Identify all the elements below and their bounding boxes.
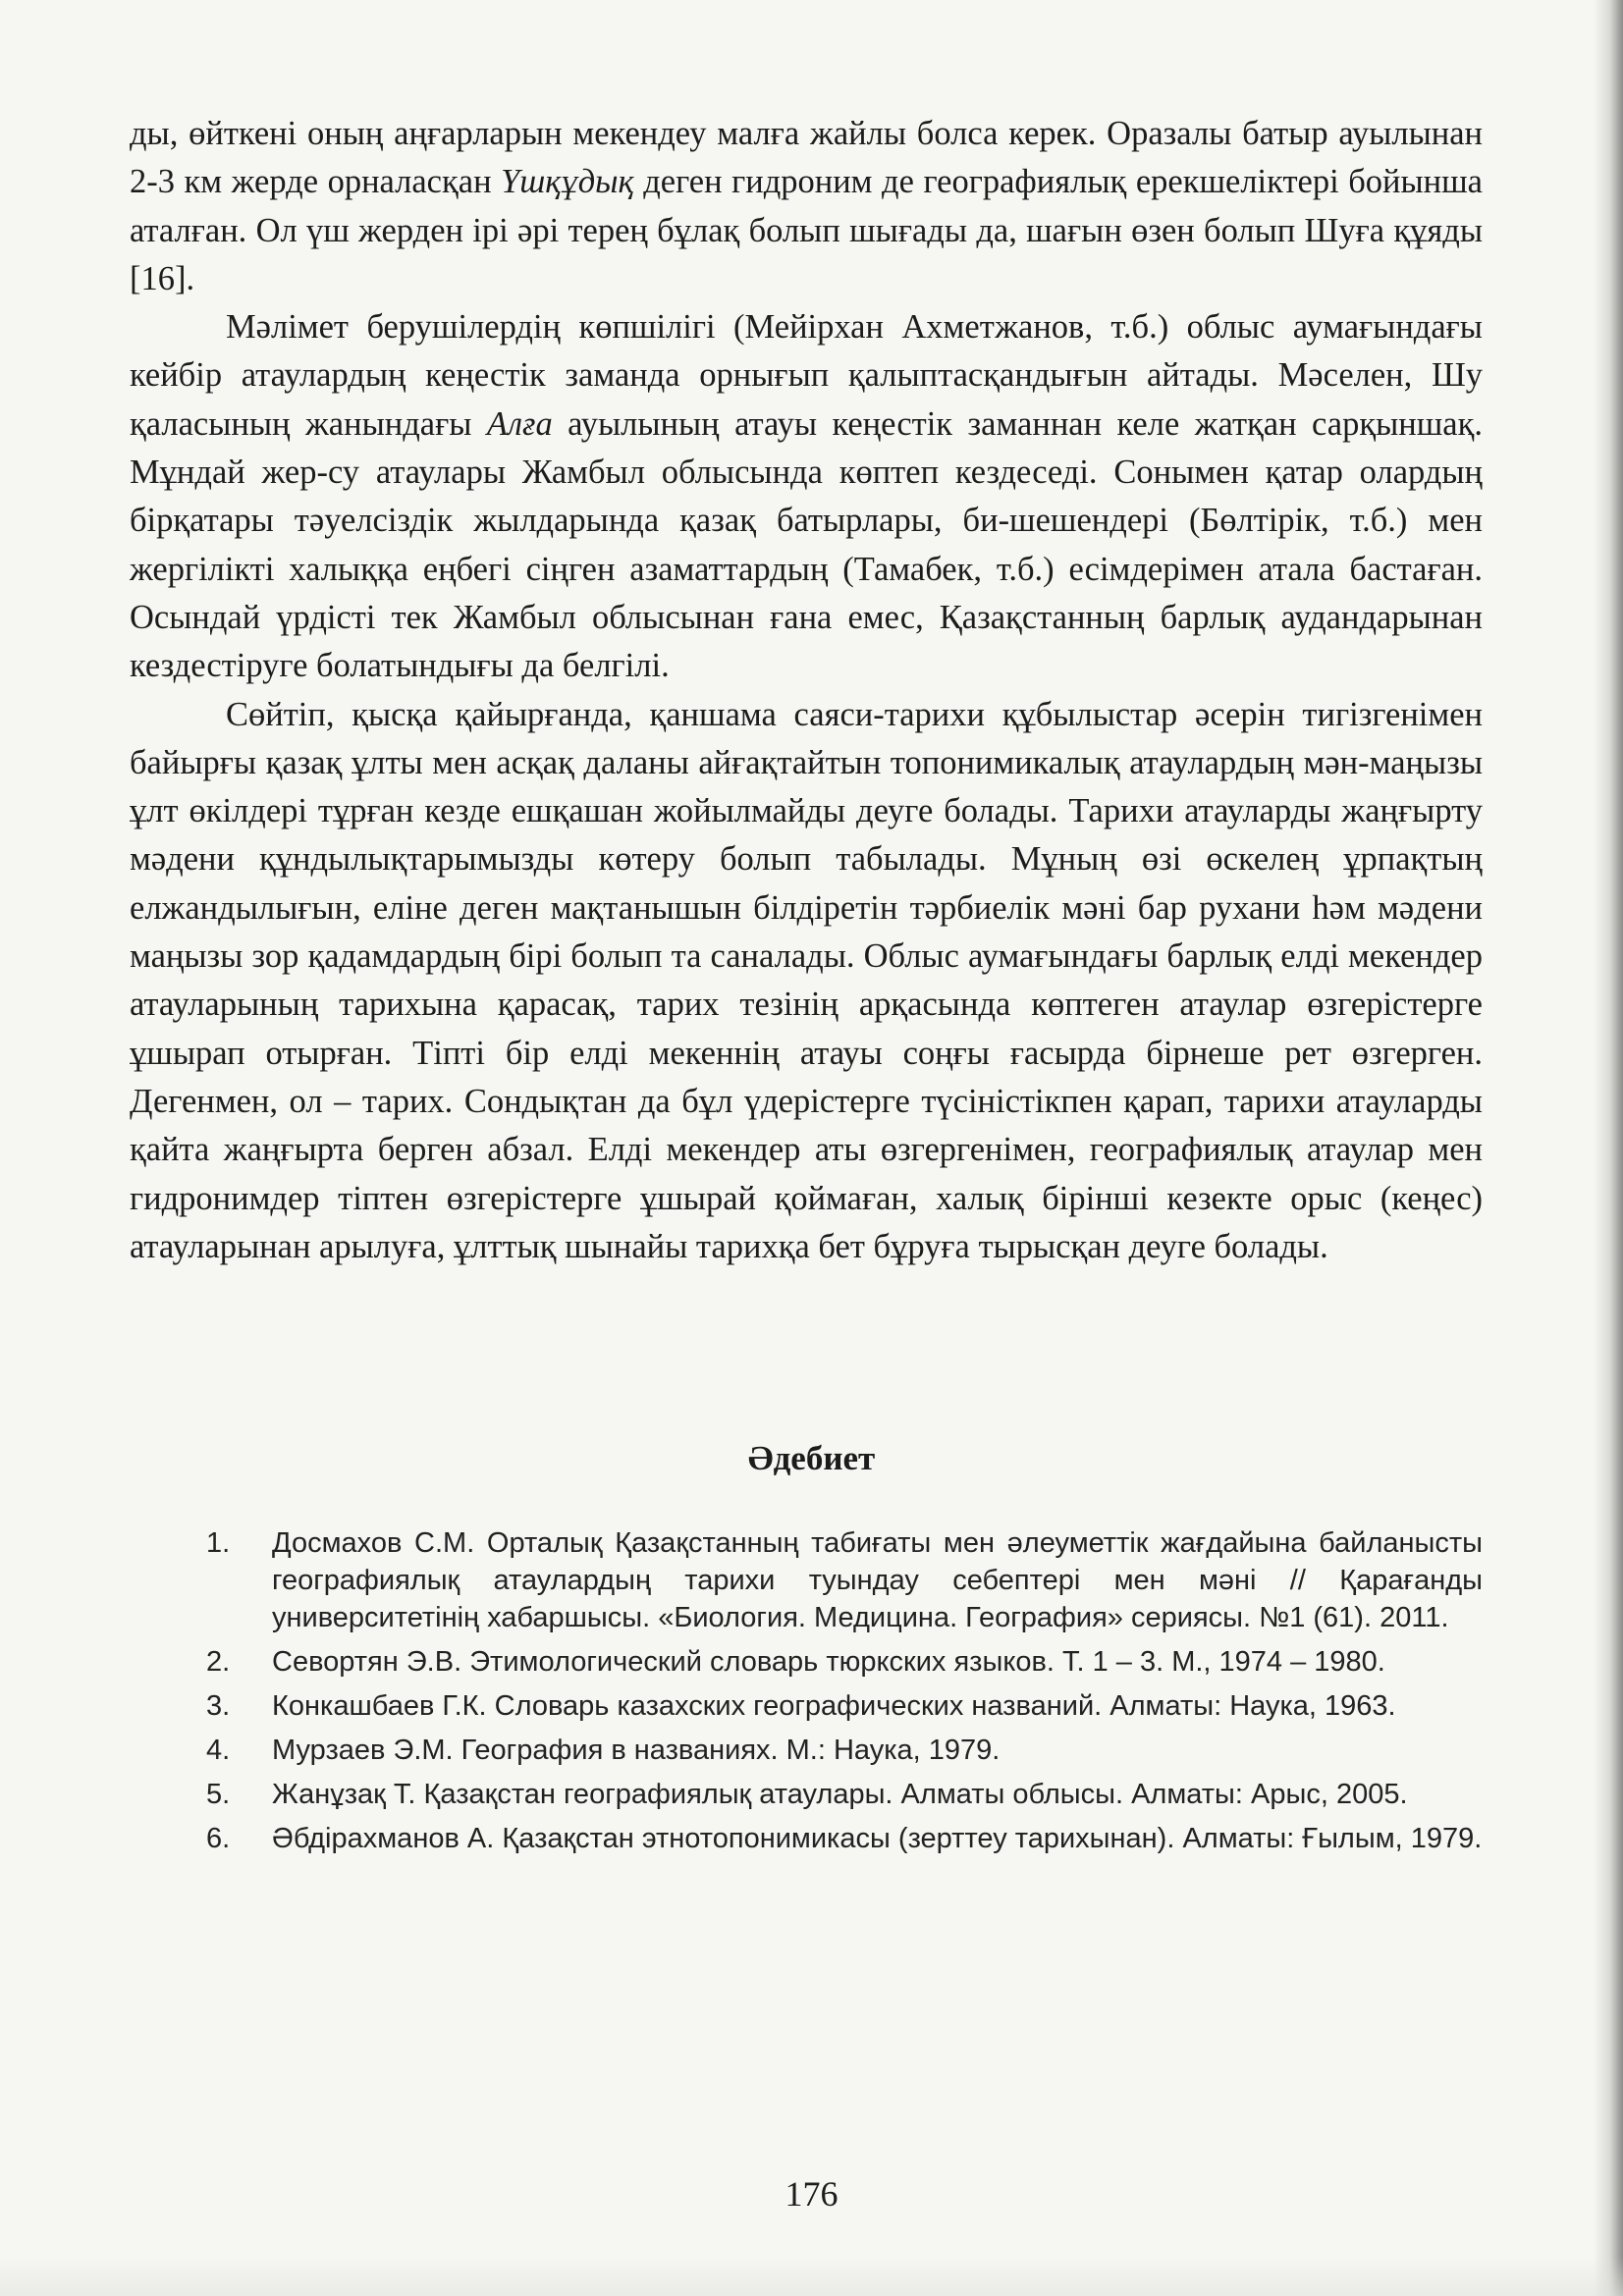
reference-number: 2. [206,1646,231,1678]
page-edge-bottom [0,2257,1623,2296]
reference-text: Досмахов С.М. Орталық Қазақстанның табиғаты мен әлеуметтік жағдайына байланысты географиялық атаулардың тарихи туындау себептері мен мәні // Қарағанды университетінің хабаршысы. «Биология. Медицина. География» сериясы. №1 (61). 2011. [272,1527,1483,1633]
page-edge-shadow [1594,0,1623,2296]
reference-list [206,1524,1483,1864]
reference-number: 5. [206,1779,231,1810]
paragraph-2-part-1: Мәлімет берушілердің көпшілігі (Мейірхан Ахметжанов, т.б.) облыс аумағындағы кейбір атаулардың кеңестік заманда орнығып қалыптасқандығын айтады. Мәселен, Шу қаласының жанындағы [130,308,1483,443]
references-heading: Әдебиет [747,1439,876,1477]
reference-number: 4. [206,1735,231,1766]
reference-item [206,1732,1483,1769]
reference-number: 3. [206,1690,231,1722]
paragraph-1-italic-term: Үшқұдық [501,163,634,201]
reference-item [206,1524,1483,1636]
paragraph-1-part-1: ды, өйткені оның аңғарларын мекендеу малға жайлы болса керек. Оразалы батыр ауылынан 2-3 км жерде орналасқан [130,115,1483,201]
reference-text: Конкашбаев Г.К. Словарь казахских географических названий. Алматы: Наука, 1963. [272,1690,1396,1722]
paragraph-2-italic-term: Алға [486,404,553,443]
reference-text: Мурзаев Э.М. География в названиях. М.: Наука, 1979. [272,1735,1001,1766]
reference-item [206,1820,1483,1857]
paragraph-3 [130,691,1483,1272]
paragraph-2-part-2: ауылының атауы кеңестік заманнан келе жатқан сарқыншақ. Мұндай жер-су атаулары Жамбыл облысында көптеп кездеседі. Сонымен қатар олардың бірқатары тәуелсіздік жылдарында қазақ батырлары, би-шешендері (Бөлтірік, т.б.) мен жергілікті халыққа еңбегі сіңген азаматтардың (Тамабек, т.б.) есімдерімен атала бастаған. Осындай үрдісті тек Жамбыл облысынан ғана емес, Қазақстанның барлық аудандарынан кездестіруге болатындығы да белгілі. [130,404,1483,685]
paragraph-1 [130,110,1483,303]
reference-text: Жанұзақ Т. Қазақстан географиялық атаулары. Алматы облысы. Алматы: Арыс, 2005. [272,1779,1408,1810]
paragraph-1-part-2: деген гидроним де географиялық ерекшеліктері бойынша аталған. Ол үш жерден ірі әрі терең бұлақ болып шығады да, шағын өзен болып Шуға құяды [16]. [130,163,1483,297]
reference-number: 6. [206,1823,231,1854]
reference-number: 1. [206,1527,231,1559]
reference-item [206,1643,1483,1681]
reference-text: Әбдірахманов А. Қазақстан этнотопонимикасы (зерттеу тарихынан). Алматы: Ғылым, 1979. [272,1823,1483,1854]
paragraph-2 [130,303,1483,690]
body-text [130,110,1483,1271]
reference-item [206,1687,1483,1725]
page-number: 176 [784,2174,839,2214]
reference-item [206,1776,1483,1813]
reference-text: Севортян Э.В. Этимологический словарь тюркских языков. Т. 1 – 3. М., 1974 – 1980. [272,1646,1385,1678]
paragraph-3-text: Сөйтіп, қысқа қайырғанда, қаншама саяси-тарихи құбылыстар әсерін тигізгенімен байырғы қазақ ұлты мен асқақ даланы айғақтайтын топонимикалық атаулардың мән-маңызы ұлт өкілдері тұрған кезде ешқашан жойылмайды деуге болады. Тарихи атауларды жаңғырту мәдени құндылықтарымызды көтеру болып табылады. Мұның өзі өскелең ұрпақтың елжандылығын, еліне деген мақтанышын білдіретін тәрбиелік мәні бар рухани һәм мәдени маңызы зор қадамдардың бірі болып та саналады. Облыс аумағындағы барлық елді мекендер атауларының тарихына қарасақ, тарих тезінің арқасында көптеген атаулар өзгерістерге ұшырап отырған. Тіпті бір елді мекеннің атауы соңғы ғасырда бірнеше рет өзгерген. Дегенмен, ол – тарих. Сондықтан да бұл үдерістерге түсіністікпен қарап, тарихи атауларды қайта жаңғырта берген абзал. Елді мекендер аты өзгергенімен, географиялық атаулар мен гидронимдер тіптен өзгерістерге ұшырай қоймаған, халық бірінші кезекте орыс (кеңес) атауларынан арылуға, ұлттық шынайы тарихқа бет бұруға тырысқан деуге болады. [130,695,1483,1265]
